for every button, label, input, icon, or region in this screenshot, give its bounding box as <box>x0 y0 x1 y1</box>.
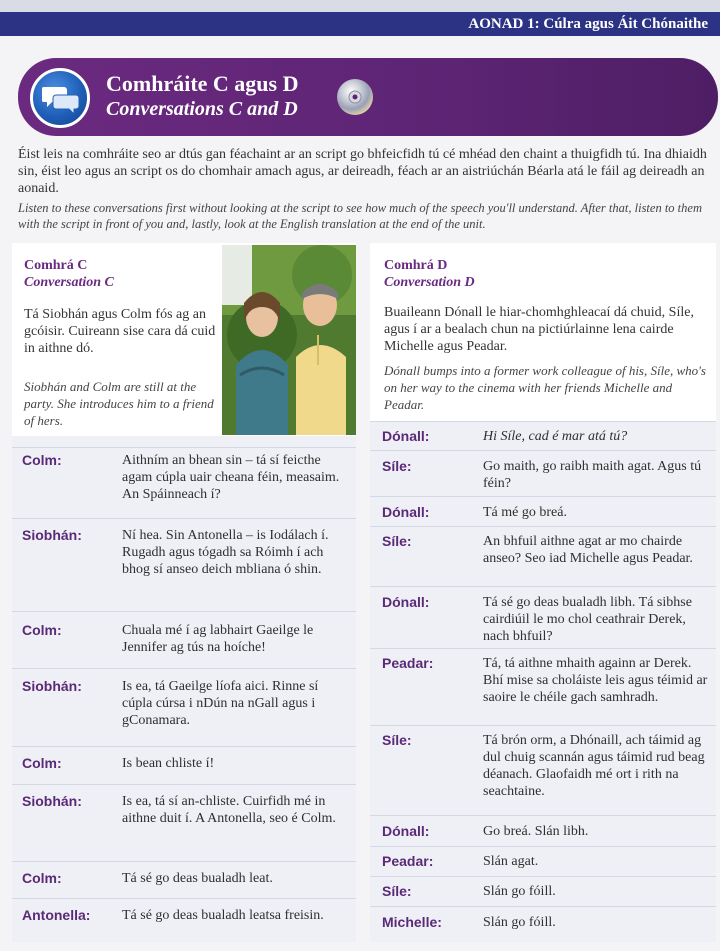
banner-title: Comhráite C agus D <box>106 71 299 96</box>
separator <box>12 746 356 747</box>
separator <box>12 898 356 899</box>
speaker-label: Peadar: <box>382 655 434 671</box>
intro-english: Listen to these conversations first without looking at the script to see how much of the speech you'll understand. After that, listen to them with the script in front of you and, lastly, look at the English translation at the end of the unit. <box>18 201 702 231</box>
dialogue-line: Slán go fóill. <box>483 915 556 930</box>
conversation-c-desc-en: Siobhán and Colm are still at the party. She introduces him to a friend of hers. <box>24 379 214 428</box>
conversation-c-title-en: Conversation C <box>24 275 114 290</box>
separator <box>370 876 716 877</box>
separator <box>370 815 716 816</box>
separator <box>370 725 716 726</box>
separator <box>370 906 716 907</box>
speech-bubbles-icon <box>30 68 90 128</box>
conversation-d-title-ga: Comhrá D <box>384 258 448 273</box>
conversation-d-desc-en: Dónall bumps into a former work colleague of his, Síle, who's on her way to the cinema with her friends Michelle and Peadar. <box>384 363 706 412</box>
conversation-c-desc-ga: Tá Siobhán agus Colm fós ag an gcóisir. Cuireann sise cara dá cuid in aithne dó. <box>24 307 216 356</box>
dialogue-line: Is ea, tá Gaeilge líofa aici. Rinne sí cúpla cúrsa i nDún na nGall agus i gConamara. <box>122 679 319 728</box>
dialogue-line: Tá sé go deas bualadh leat. <box>122 871 273 886</box>
dialogue-line: An bhfuil aithne agat ar mo chairde anseo? Seo iad Michelle agus Peadar. <box>483 534 693 566</box>
conversation-c-title-ga: Comhrá C <box>24 258 88 273</box>
banner-subtitle: Conversations C and D <box>106 98 298 120</box>
separator <box>370 648 716 649</box>
conversation-d-desc-ga: Buaileann Dónall le hiar-chomhghleacaí dá chuid, Síle, agus í ar a bealach chun na pictiúrlainne lena cairde Michelle agus Peadar. <box>384 305 694 354</box>
dialogue-line: Hi Síle, cad é mar atá tú? <box>483 429 628 444</box>
top-strip <box>0 0 720 12</box>
separator <box>370 450 716 451</box>
speaker-label: Michelle: <box>382 914 442 930</box>
separator <box>12 668 356 669</box>
speaker-label: Síle: <box>382 732 412 748</box>
dialogue-line: Ní hea. Sin Antonella – is Iodálach í. Rugadh agus tógadh sa Róimh í ach bhog sí anseo deich mbliana ó shin. <box>122 528 329 577</box>
dialogue-line: Tá mé go breá. <box>483 505 567 520</box>
separator <box>12 518 356 519</box>
separator <box>370 846 716 847</box>
speaker-label: Dónall: <box>382 594 430 610</box>
photo-couple-icon <box>222 245 356 435</box>
separator <box>370 421 716 422</box>
separator <box>370 586 716 587</box>
unit-header: AONAD 1: Cúlra agus Áit Chónaithe <box>0 12 720 36</box>
intro-irish: Éist leis na comhráite seo ar dtús gan féachaint ar an script go bhfeicfidh tú cé mhéad den chaint a thuigfidh tú. Ina dhiaidh sin, éist leo agus an script os do chomhair amach agus, ar deireadh, féach ar an aistriúchán Béarla atá le fáil ag deireadh an aonaid. <box>18 147 707 196</box>
speaker-label: Antonella: <box>22 907 91 923</box>
dialogue-line: Go breá. Slán libh. <box>483 824 589 839</box>
dialogue-line: Tá sé go deas bualadh leatsa freisin. <box>122 908 324 923</box>
separator <box>12 447 356 448</box>
conversation-d-title <box>384 257 475 291</box>
dialogue-line: Is ea, tá sí an-chliste. Cuirfidh mé in aithne duit í. A Antonella, seo é Colm. <box>122 794 336 826</box>
speaker-label: Dónall: <box>382 823 430 839</box>
speaker-label: Siobhán: <box>22 527 82 543</box>
speaker-label: Dónall: <box>382 428 430 444</box>
dialogue-line: Go maith, go raibh maith agat. Agus tú féin? <box>483 459 702 491</box>
speaker-label: Síle: <box>382 458 412 474</box>
separator <box>12 861 356 862</box>
separator <box>12 784 356 785</box>
conversation-d-title-en: Conversation D <box>384 275 475 290</box>
dialogue-line: Chuala mé í ag labhairt Gaeilge le Jennifer ag tús na hoíche! <box>122 623 314 655</box>
speaker-label: Síle: <box>382 883 412 899</box>
speaker-label: Colm: <box>22 755 62 771</box>
section-banner <box>18 58 718 136</box>
speaker-label: Siobhán: <box>22 793 82 809</box>
separator <box>370 526 716 527</box>
dialogue-line: Tá sé go deas bualadh libh. Tá sibhse cairdiúil le mo chol ceathrair Derek, nach bhfuil? <box>483 595 692 644</box>
dialogue-line: Is bean chliste í! <box>122 756 215 771</box>
speaker-label: Dónall: <box>382 504 430 520</box>
separator <box>12 611 356 612</box>
speaker-label: Colm: <box>22 452 62 468</box>
cd-icon <box>336 78 374 116</box>
separator <box>370 496 716 497</box>
dialogue-line: Aithním an bhean sin – tá sí feicthe agam cúpla uair cheana féin, measaim. An Spáinneach í? <box>122 453 340 502</box>
speaker-label: Siobhán: <box>22 678 82 694</box>
speaker-label: Colm: <box>22 870 62 886</box>
dialogue-line: Slán agat. <box>483 854 539 869</box>
speaker-label: Peadar: <box>382 853 434 869</box>
dialogue-line: Tá brón orm, a Dhónaill, ach táimid ag dul chuig scannán agus táimid rud beag déanach. Glaofaidh mé ort i rith na seachtaine. <box>483 733 705 799</box>
conversation-c-title <box>24 257 114 291</box>
speaker-label: Colm: <box>22 622 62 638</box>
dialogue-line: Tá, tá aithne mhaith againn ar Derek. Bhí mise sa choláiste leis agus téimid ar saoire le chéile gach samhradh. <box>483 656 708 705</box>
dialogue-line: Slán go fóill. <box>483 884 556 899</box>
speaker-label: Síle: <box>382 533 412 549</box>
